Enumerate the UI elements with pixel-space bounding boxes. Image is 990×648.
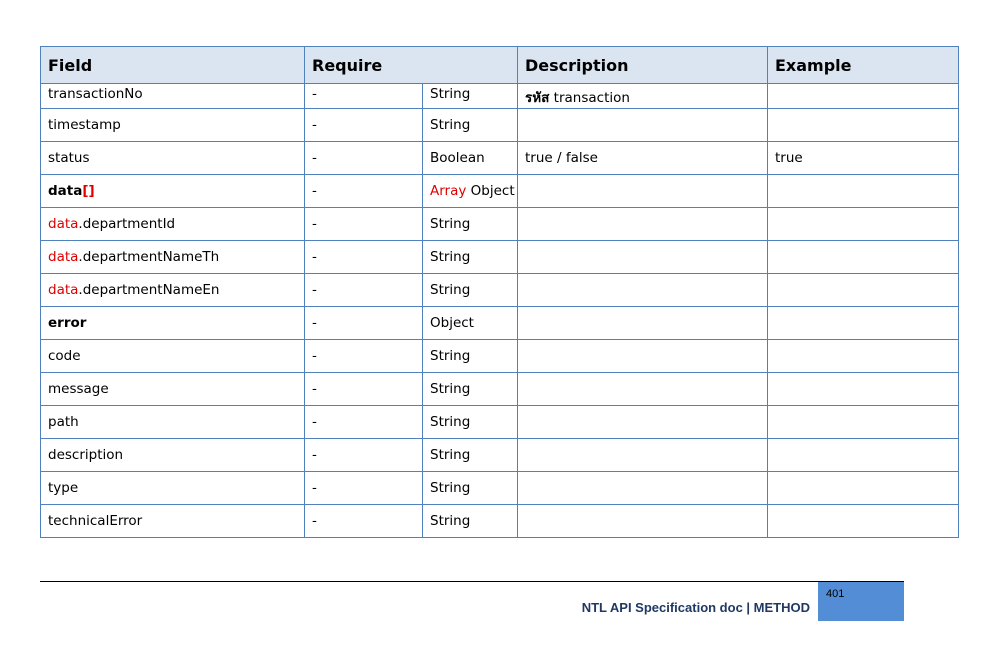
type-cell: String [423,373,518,406]
example-cell [768,274,959,307]
array-suffix: [] [82,183,95,199]
table-row [41,340,959,373]
field-cell: path [41,406,305,439]
description-thai-text: รหัส [525,90,550,106]
description-cell [518,406,768,439]
table-row [41,406,959,439]
field-cell: description [41,439,305,472]
field-prefix: data [48,216,79,232]
type-cell: Object [423,307,518,340]
type-cell: String [423,208,518,241]
require-cell: - [305,274,423,307]
type-cell: String [423,340,518,373]
require-cell: - [305,373,423,406]
description-text: transaction [549,90,630,106]
table-row [41,208,959,241]
require-cell: - [305,241,423,274]
field-prefix: data [48,249,79,265]
type-cell: Boolean [423,142,518,175]
example-cell [768,84,959,109]
field-cell: status [41,142,305,175]
table-row [41,505,959,538]
description-cell [518,472,768,505]
field-cell [41,175,305,208]
example-cell [768,307,959,340]
field-name: .departmentNameTh [78,249,220,265]
table-row [41,472,959,505]
field-cell: transactionNo [41,84,305,109]
description-cell [518,109,768,142]
example-cell [768,505,959,538]
field-cell [41,241,305,274]
type-text: Object [466,183,515,199]
description-cell [518,208,768,241]
require-cell: - [305,109,423,142]
type-cell: String [423,274,518,307]
require-cell: - [305,84,423,109]
header-description: Description [518,47,768,84]
example-cell [768,241,959,274]
require-cell: - [305,439,423,472]
field-name: .departmentNameEn [78,282,220,298]
example-cell [768,373,959,406]
field-cell: technicalError [41,505,305,538]
table-row [41,307,959,340]
table-row [41,84,959,109]
type-prefix: Array [430,183,467,199]
field-cell: type [41,472,305,505]
table-row [41,142,959,175]
type-cell: String [423,109,518,142]
table-row [41,175,959,208]
type-cell [423,175,518,208]
field-cell [41,208,305,241]
require-cell: - [305,505,423,538]
footer-divider [40,581,904,582]
table-row [41,373,959,406]
field-name: .departmentId [78,216,176,232]
api-spec-table [40,46,959,538]
example-cell [768,472,959,505]
description-cell: true / false [518,142,768,175]
require-cell: - [305,340,423,373]
table-row [41,109,959,142]
type-cell: String [423,406,518,439]
description-cell [518,84,768,109]
field-cell [41,274,305,307]
type-cell: String [423,505,518,538]
table-row [41,241,959,274]
field-prefix: data [48,282,79,298]
example-cell [768,208,959,241]
description-cell [518,340,768,373]
field-name: data [48,183,83,199]
description-cell [518,505,768,538]
description-cell [518,175,768,208]
require-cell: - [305,142,423,175]
description-cell [518,373,768,406]
field-cell: message [41,373,305,406]
page-number: 401 [826,588,845,600]
description-cell [518,307,768,340]
example-cell [768,175,959,208]
description-cell [518,241,768,274]
footer-title: NTL API Specification doc | METHOD [581,600,810,615]
require-cell: - [305,208,423,241]
example-cell: true [768,142,959,175]
type-cell: String [423,84,518,109]
require-cell: - [305,175,423,208]
type-cell: String [423,439,518,472]
example-cell [768,439,959,472]
field-cell: code [41,340,305,373]
type-cell: String [423,241,518,274]
example-cell [768,340,959,373]
table-header-row [41,47,959,84]
description-cell [518,274,768,307]
example-cell [768,109,959,142]
header-require: Require [305,47,518,84]
field-cell: error [41,307,305,340]
require-cell: - [305,406,423,439]
type-cell: String [423,472,518,505]
header-field: Field [41,47,305,84]
example-cell [768,406,959,439]
require-cell: - [305,307,423,340]
page-number-box [818,582,904,621]
require-cell: - [305,472,423,505]
table-row [41,274,959,307]
table-row [41,439,959,472]
field-cell: timestamp [41,109,305,142]
header-example: Example [768,47,959,84]
description-cell [518,439,768,472]
